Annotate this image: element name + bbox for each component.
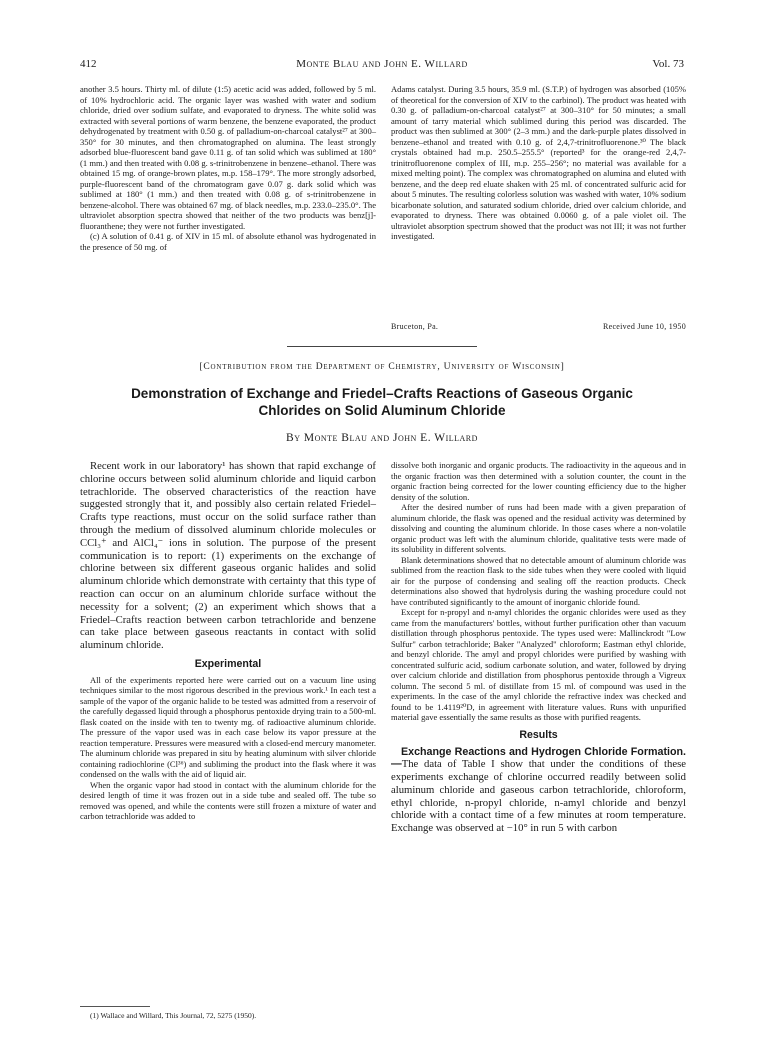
results-runin-heading: Exchange Reactions and Hydrogen Chloride Formation.— <box>391 745 686 771</box>
contribution-line: [Contribution from the Department of Chemistry, University of Wisconsin] <box>199 362 565 372</box>
paragraph: Except for n-propyl and n-amyl chlorides the organic chlorides were used as they came from the manufacturers' bottles, without further purification other than vacuum distillation through phosphorus pentoxide. The types used were: Mallinckrodt "Low Sulfur" carbon tetrachloride; Baker "Analyzed" chloroform; Eastman ethyl chloride, and benzyl chloride. The amyl and propyl chlorides were purified by washing with concentrated sulfuric acid, sodium carbonate solution, and water, followed by drying over calcium chloride and distillation from phosphorus pentoxide through a Vigreux column. The second 5 ml. of distillate from 15 ml. of compound was used in the experiments. In the case of the amyl chloride the refractive index was checked and found to be 1.4119²⁰D, in agreement with literature values. Runs with unpurified material gave essentially the same results as those with purified reagents. <box>391 607 686 722</box>
results-text: The data of Table I show that under the conditions of these experiments exchange of chlorine occurred readily between solid aluminum chloride and gaseous carbon tetrachloride, chloroform, ethyl chloride, n-propyl chloride, n-amyl chloride and benzyl chloride with a contact time of a few minutes at room temperature. Exchange was observed at −10° in run 5 with carbon <box>391 758 686 835</box>
footnote-rule <box>80 1006 150 1007</box>
signoff-place: Bruceton, Pa. <box>391 322 439 331</box>
paragraph: (c) A solution of 0.41 g. of XIV in 15 ml. of absolute ethanol was hydrogenated in the presence of 50 mg. of <box>80 231 376 252</box>
received-date: Received June 10, 1950 <box>602 322 686 331</box>
bottom-left-column <box>80 460 376 822</box>
section-heading-results: Results <box>519 728 558 741</box>
article-title: Demonstration of Exchange and Friedel–Crafts Reactions of Gaseous Organic Chlorides on Solid Aluminum Chloride <box>131 386 633 418</box>
paragraph: All of the experiments reported here were carried out on a vacuum line using techniques similar to the most rigorous described in the previous work.¹ In each test a sample of the vapor of the organic halide to be tested was admitted from a reservoir of the carefully degassed liquid through a phosphorus pentoxide drying train to a 500-ml. flask coated on the inside with ten to twenty mg. of radioactive aluminum chloride. The pressure of the vapor used was in each case below its vapor pressure at the reaction temperature. Pressures were measured with a closed-end mercury manometer. The aluminum chloride was prepared in situ by heating aluminum with silver chloride containing radiochlorine (Cl³⁶) and subliming the product into the flask where it was condensed on the walls with the aid of liquid air. <box>80 674 376 780</box>
paragraph: Blank determinations showed that no detectable amount of aluminum chloride was sublimed from the reaction flask to the side tubes when they were cooled with liquid air for the purpose of condensing and sealing off the reaction products. Check determinations also showed that hydrolysis during the washing procedure could not have contributed significantly to the amount of inorganic chloride found. <box>391 554 686 607</box>
paragraph: another 3.5 hours. Thirty ml. of dilute (1:5) acetic acid was added, followed by 5 ml. of 10% hydrochloric acid. The organic layer was washed with water and sodium chloride, dried over sodium sulfate, and evaporated to dryness. The white solid was extracted with several portions of warm benzene, the benzene evaporated, the product dehydrogenated by treatment with 0.50 g. of palladium-on-charcoal catalyst²⁷ at 300–350° for 30 minutes, and then chromatographed on alumina. The least strongly adsorbed blue-fluorescent band gave 0.11 g. of tan solid which was sublimed at 180° (1 mm.) and then treated with 0.08 g. s-trinitrobenzene in benzene–ethanol. There was obtained 15 mg. of orange-brown plates, m.p. 158–179°. The more strongly adsorbed, purple-fluorescent band of the chromatogram gave 0.07 g. dark solid which was sublimed at 180° (1 mm.) and then treated with 0.08 g. of s-trinitrobenzene in benzene-alcohol. There was obtained 67 mg. of black needles, m.p. 233.0–235.0°. The ultraviolet absorption spectra showed that neither of the two products was benz[j]-fluoranthene; they were not further investigated. <box>80 84 376 231</box>
byline: By Monte Blau and John E. Willard <box>286 432 478 444</box>
page-number: 412 <box>80 58 97 70</box>
top-right-column <box>391 84 686 242</box>
running-title: Monte Blau and John E. Willard <box>296 58 468 70</box>
running-header <box>80 58 684 74</box>
intro-paragraph: Recent work in our laboratory¹ has shown that rapid exchange of chlorine occurs between solid aluminum chloride and liquid carbon tetrachloride. The observed characteristics of the reaction have suggested strongly that it, and possibly also certain related Friedel–Crafts type reactions, must occur on the solid surface rather than through the medium of dissolved aluminum chloride molecules or CCl₃⁺ and AlCl₄⁻ ions in solution. The purpose of the present communication is to report: (1) experiments on the exchange of chlorine between six different gaseous organic halides and solid aluminum chloride which demonstrate with certainty that this type of reaction can occur on an aluminum chloride surface without the necessity for a solvent; (2) an experiment which shows that a Friedel–Crafts reaction between carbon tetrachloride and benzene can take place between gaseous reactants in contact with solid aluminum chloride. <box>80 460 376 652</box>
volume-label: Vol. 73 <box>652 58 684 70</box>
paragraph: Adams catalyst. During 3.5 hours, 35.9 ml. (S.T.P.) of hydrogen was absorbed (105% of theoretical for the conversion of XIV to the carbinol). The product was heated with 0.30 g. of palladium-on-charcoal catalyst²⁷ at 300–310° for 50 minutes; a small amount of tarry material which sublimed during this period was discarded. The product was then sublimed at 300° (2–3 mm.) and the dark-purple plates dissolved in benzene–ethanol and treated with 0.10 g. of 2,4,7-trinitrofluorenone.³⁰ The black crystals obtained had m.p. 250.5–255.5° (reported³ for the orange-red 2,4,7-trinitrofluorenone complex of III, m.p. 255–256°; no material was available for a mixed melting point). The complex was chromatographed on alumina and eluted with benzene, and the deep red eluate shaken with 25 ml. of concentrated sulfuric acid for about 5 minutes. The resulting colorless solution was washed with water, 10% sodium bicarbonate solution, and saturated sodium chloride, dried over calcium chloride, and evaporated to dryness. There was obtained 0.0060 g. of a pale violet oil. The ultraviolet absorption spectrum showed that the product was not III; it was not further investigated. <box>391 84 686 241</box>
article-separator <box>287 346 477 347</box>
top-left-column <box>80 84 376 252</box>
bottom-right-column <box>391 460 686 835</box>
paragraph: When the organic vapor had stood in contact with the aluminum chloride for the desired length of time it was frozen out in a side tube and sealed off. The tube so removed was opened, and while the contents were still frozen a mixture of water and carbon tetrachloride was added to <box>80 779 376 822</box>
paragraph: After the desired number of runs had been made with a given preparation of aluminum chloride, the flask was opened and the residual activity was determined by dissolving and counting the aluminum chloride. In those cases where a non-volatile organic product was left with the aluminum chloride, qualitative tests were made of its solubility in different solvents. <box>391 502 686 554</box>
footnote: (1) Wallace and Willard, This Journal, 72, 5275 (1950). <box>90 1011 257 1020</box>
paragraph: dissolve both inorganic and organic products. The radioactivity in the aqueous and in the organic fraction was then determined with a solution counter, the count in the organic fraction being corrected for the lower counting efficiency due to the higher density of the solution. <box>391 460 686 502</box>
section-heading-experimental: Experimental <box>194 657 262 670</box>
results-paragraph <box>391 746 686 836</box>
